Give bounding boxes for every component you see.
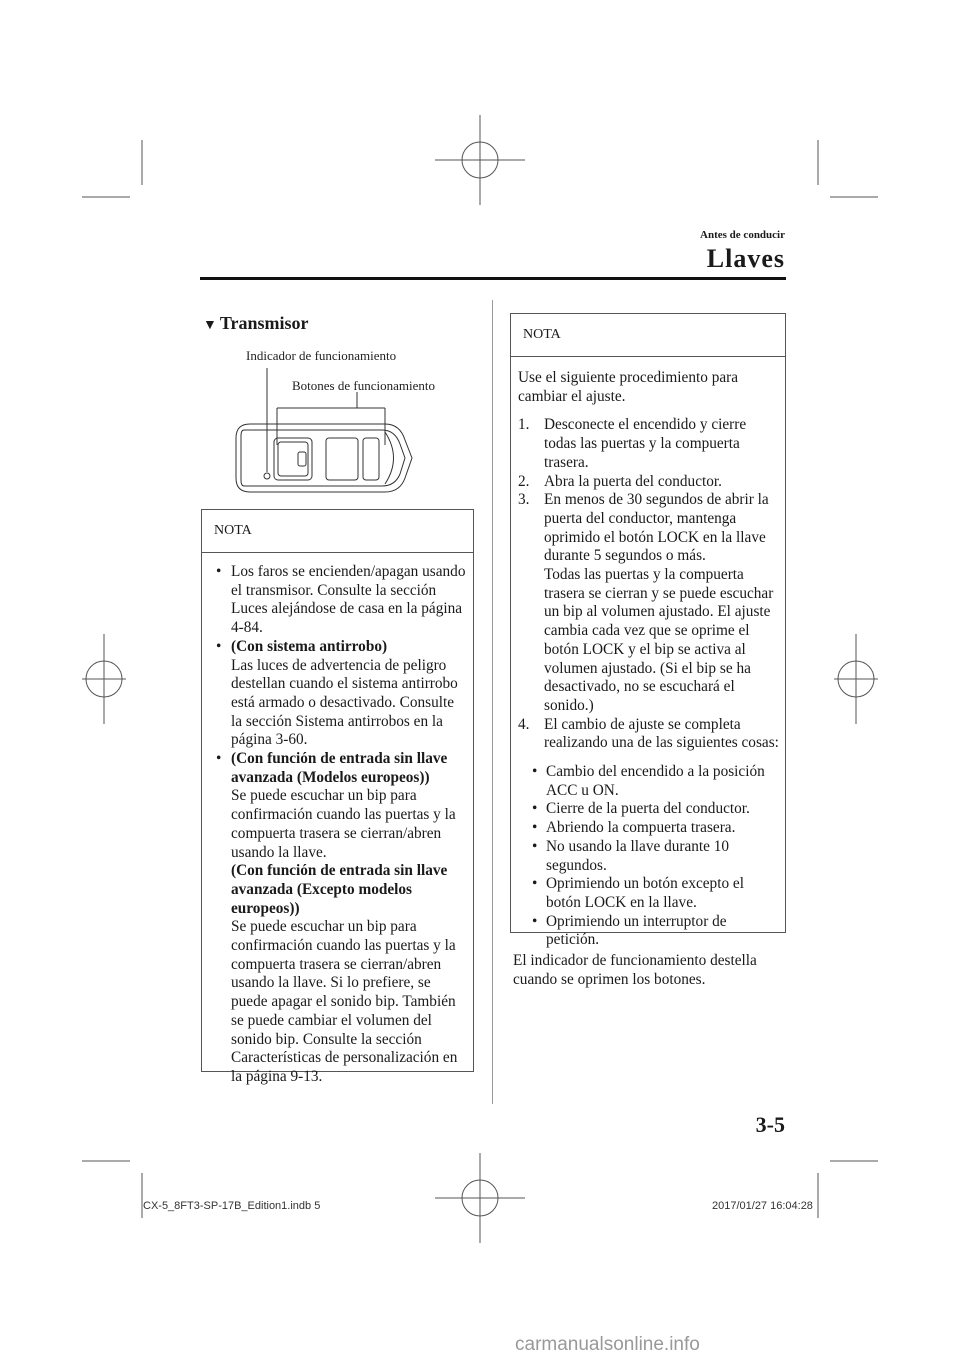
after-note-paragraph: El indicador de funcionamiento destella cuando se oprimen los botones. bbox=[513, 952, 757, 988]
header-rule bbox=[200, 277, 786, 280]
chapter-header: Antes de conducir bbox=[700, 229, 785, 241]
note-box-right bbox=[510, 313, 786, 949]
note-box-left bbox=[201, 509, 474, 1085]
step-item: 1. Desconecte el encendido y cierre todas las puertas y la compuerta trasera. bbox=[518, 416, 747, 471]
note-heading: NOTA bbox=[202, 510, 473, 553]
step-item: 3. En menos de 30 segundos de abrir la puerta del conductor, mantenga oprimido el botón LOCK en la llave durante 5 segundos o más. Todas las puertas y la compuerta trasera se cierran y se puede escuchar un bip al volumen ajustado. El ajuste cambia cada vez que se oprime el botón LOCK y el bip se activa al volumen ajustado. (Si el bip se ha desactivado, no se escuchará el sonido.) bbox=[518, 491, 774, 714]
watermark: carmanualsonline.info bbox=[515, 1334, 700, 1355]
note-body bbox=[202, 553, 473, 1087]
list-item: • Cambio del encendido a la posición ACC u ON. bbox=[532, 763, 765, 799]
column-divider bbox=[492, 300, 493, 1104]
note-body bbox=[511, 357, 785, 950]
list-item: • Oprimiendo un interruptor de petición. bbox=[532, 912, 727, 949]
step-item: 2. Abra la puerta del conductor. bbox=[518, 472, 722, 490]
list-item: • (Con función de entrada sin llave avanzada (Modelos europeos)) Se puede escuchar un bip para confirmación cuando las puertas y la compuerta trasera se cierran/abren usando la llave. (Con función de entrada sin llave avanzada (Excepto modelos europeos)) Se puede escuchar un bip para confirmación cuando las puertas y la compuerta trasera se cierran/abren usando la llave. Si lo prefiere, se puede apagar el sonido bip. También se puede cambiar el volumen del sonido bip. Consulte la sección Características de personalización en la página 9-13. bbox=[216, 750, 458, 1085]
list-item: • Abriendo la compuerta trasera. bbox=[532, 819, 736, 837]
sub-list bbox=[518, 763, 781, 950]
triangle-marker-icon: ▼ bbox=[203, 318, 217, 333]
label-indicator: Indicador de funcionamiento bbox=[246, 348, 397, 363]
step-item: 4. El cambio de ajuste se completa realizando una de las siguientes cosas: bbox=[518, 715, 779, 752]
list-item: • Los faros se encienden/apagan usando el transmisor. Consulte la sección Luces alejándose de casa en la página 4-84. bbox=[216, 563, 466, 637]
page-number: 3-5 bbox=[755, 1112, 785, 1137]
note-intro: Use el siguiente procedimiento para cambiar el ajuste. bbox=[518, 369, 739, 405]
section-title: ▼ Transmisor bbox=[203, 313, 309, 333]
list-item: • (Con sistema antirrobo) Las luces de advertencia de peligro destellan cuando el sistema antirrobo está armado o desactivado. Consulte la sección Sistema antirrobos en la página 3-60. bbox=[216, 637, 458, 749]
label-buttons: Botones de funcionamiento bbox=[292, 378, 435, 393]
list-item: • Oprimiendo un botón excepto el botón LOCK en la llave. bbox=[532, 875, 744, 911]
page-title: Llaves bbox=[706, 244, 785, 273]
key-fob-illustration bbox=[230, 360, 420, 495]
list-item: • No usando la llave durante 10 segundos. bbox=[532, 837, 730, 874]
list-item: • Cierre de la puerta del conductor. bbox=[532, 800, 750, 818]
footer-datetime: 2017/01/27 16:04:28 bbox=[712, 1200, 813, 1212]
footer-file: CX-5_8FT3-SP-17B_Edition1.indb 5 bbox=[143, 1200, 321, 1212]
note-heading: NOTA bbox=[511, 314, 785, 357]
